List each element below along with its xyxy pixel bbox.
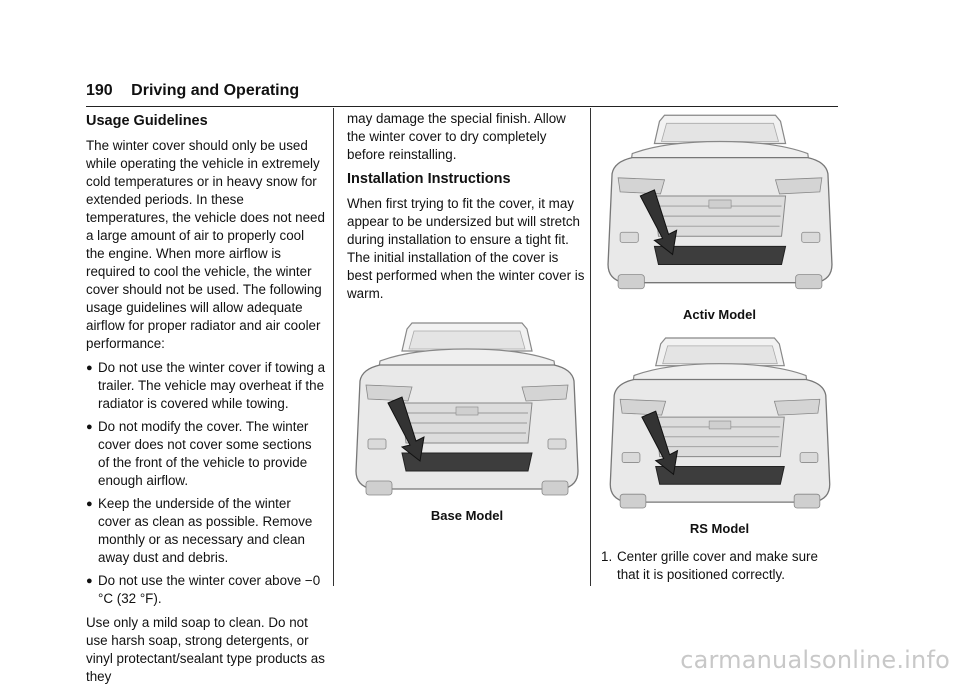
step-number: 1. (601, 549, 613, 564)
usage-guidelines-heading: Usage Guidelines (86, 113, 208, 129)
base-model-caption: Base Model (430, 508, 504, 523)
guidelines-list (86, 359, 326, 608)
bullet-icon: ● (86, 498, 93, 510)
activ-model-figure (604, 112, 836, 292)
steps-list (601, 548, 838, 584)
rs-model-caption: RS Model (689, 521, 750, 536)
activ-model-caption: Activ Model (683, 307, 756, 322)
bullet-icon: ● (86, 421, 93, 433)
list-item (601, 548, 838, 584)
continuation-text: may damage the special finish. Allow the winter cover to dry completely before reinstalling. (347, 111, 566, 162)
list-item: ● Keep the underside of the winter cover as clean as possible. Remove monthly or as necessary and clean away dust and debris. (86, 496, 313, 565)
column-3 (601, 110, 838, 584)
list-item: ● Do not use the winter cover above −0 °C (32 °F). (86, 573, 321, 606)
section-title: Driving and Operating (131, 82, 300, 99)
page-header (86, 82, 838, 107)
cleaning-text: Use only a mild soap to clean. Do not use harsh soap, strong detergents, or vinyl protectant/sealant type products as they (86, 615, 325, 684)
bullet-icon: ● (86, 362, 93, 374)
installation-heading: Installation Instructions (347, 171, 511, 187)
column-divider (590, 108, 591, 586)
column-divider (333, 108, 334, 586)
column-2 (347, 110, 587, 525)
bullet-icon: ● (86, 575, 93, 587)
step-text: Center grille cover and make sure that it is positioned correctly. (617, 549, 818, 582)
list-item: ● Do not use the winter cover if towing a trailer. The vehicle may overheat if the radiator is covered while towing. (86, 360, 326, 411)
list-item: ● Do not modify the cover. The winter cover does not cover some sections of the front of the vehicle to provide enough airflow. (86, 419, 312, 488)
usage-intro: The winter cover should only be used while operating the vehicle in extremely cold temperatures or in heavy snow for extended periods. In these temperatures, the vehicle does not need a large amount of air to properly cool the engine. When more airflow is required to cool the vehicle, the winter cover should not be used. The following usage guidelines will allow adequate airflow for proper radiator and air cooler performance: (86, 138, 325, 351)
base-model-figure (351, 321, 583, 497)
installation-body: When first trying to fit the cover, it may appear to be undersized but will stretch during installation to ensure a tight fit. The initial installation of the cover is best performed when the winter cover is warm. (347, 196, 585, 301)
watermark: carmanualsonline.info (680, 646, 950, 674)
rs-model-figure (604, 336, 836, 510)
column-1 (86, 110, 326, 692)
page-number: 190 (86, 82, 113, 99)
